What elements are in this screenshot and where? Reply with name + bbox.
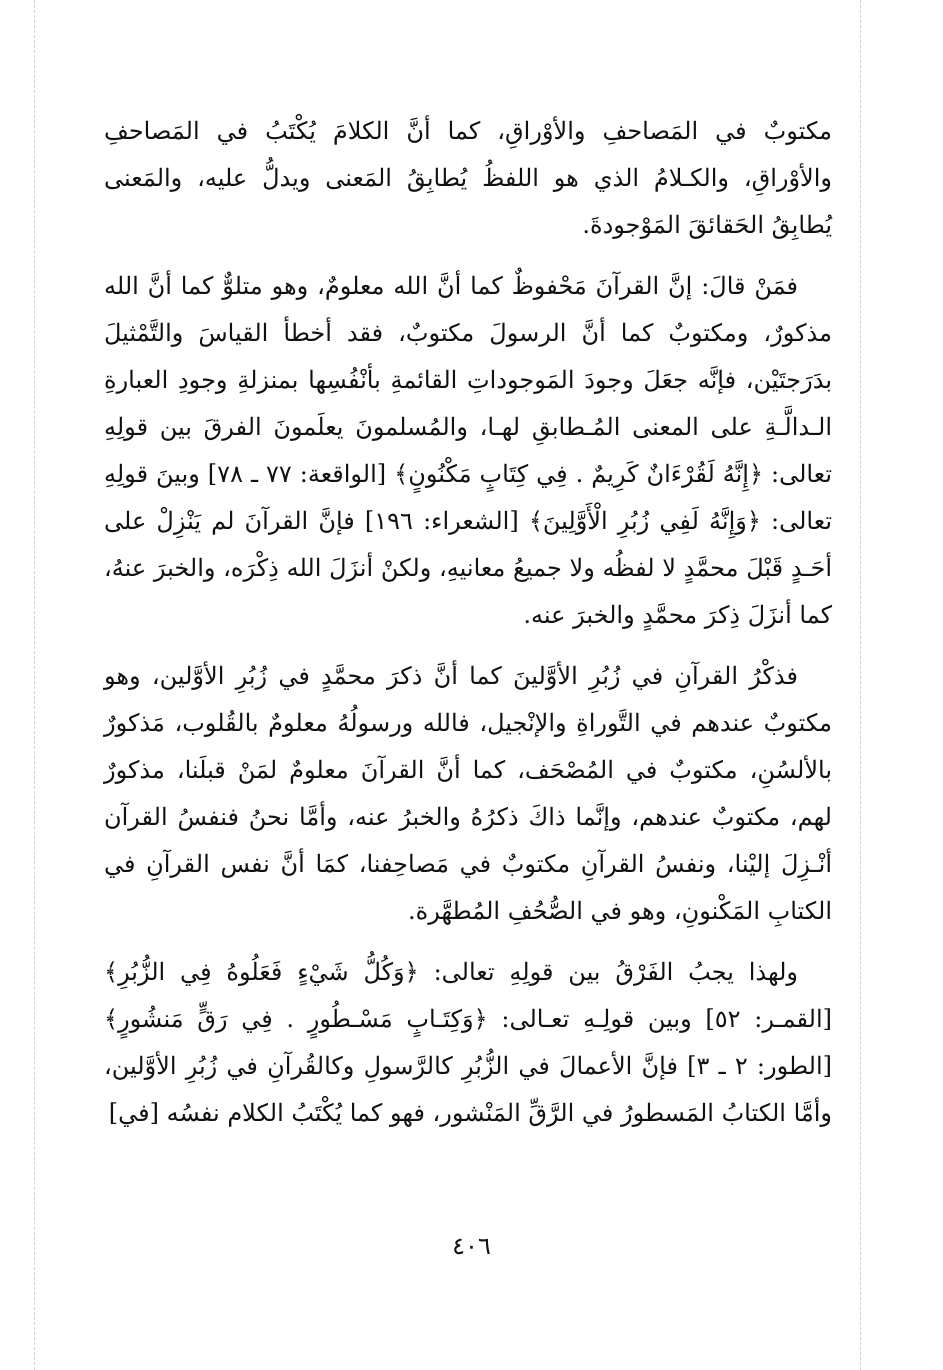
- left-margin-guide: [34, 0, 35, 1370]
- page-number: ٤٠٦: [452, 1232, 491, 1260]
- paragraph-1: مكتوبٌ في المَصاحفِ والأوْراقِ، كما أنَّ الكلامَ يُكْتَبُ في المَصاحفِ والأوْراقِ، والكـلامُ الذي هو اللفظُ يُطابِقُ المَعنى ويدلُّ عليه، والمَعنى يُطابِقُ الحَقائقَ المَوْجودةَ.: [104, 117, 832, 239]
- paragraph-3: فذكْرُ القرآنِ في زُبُرِ الأوَّلينَ كما أنَّ ذكرَ محمَّدٍ في زُبُرِ الأوَّلين، وهو مكتوبٌ عندهم في التَّوراةِ والإنْجيل، فالله ورسولُهُ معلومٌ بالقُلوب، مَذكورٌ بالألسُنِ، مكتوبٌ في المُصْحَف، كما أنَّ القرآنَ معلومٌ لمَنْ قبلَنا، مذكورٌ لهم، مكتوبٌ عندهم، وإنَّما ذاكَ ذكرُهُ والخبرُ عنه، وأمَّا نحنُ فنفسُ القرآن أنْـزِلَ إليْنا، ونفسُ القرآنِ مكتوبٌ في مَصاحِفنا، كمَا أنَّ نفس القرآنِ في الكتابِ المَكْنونِ، وهو في الصُّحُفِ المُطهَّرة.: [104, 662, 832, 925]
- paragraph-2: فمَنْ قالَ: إنَّ القرآنَ مَحْفوظٌ كما أنَّ الله معلومٌ، وهو متلوٌّ كما أنَّ الله مذكورٌ، ومكتوبٌ كما أنَّ الرسولَ مكتوبٌ، فقد أخطأ القياسَ والتَّمْثيلَ بدَرَجتَيْن، فإنَّه جعَلَ وجودَ المَوجوداتِ القائمةِ بأنْفُسِها بمنزلةِ وجودِ العبارةِ الـدالَّـةِ على المعنى المُـطابقِ لهـا، والمُسلمونَ يعلَمونَ الفرقَ بين قولِهِ تعالى: ﴿إِنَّهُ لَقُرْءَانٌ كَرِيمٌ . فِي كِتَابٍ مَكْنُونٍ﴾ [الواقعة: ٧٧ ـ ٧٨] وبينَ قولِهِ تعالى: ﴿وَإِنَّهُ لَفِي زُبُرِ الْأَوَّلِينَ﴾ [الشعراء: ١٩٦] فإنَّ القرآنَ لم يَنْزِلْ على أحَـدٍ قَبْلَ محمَّدٍ لا لفظُه ولا جميعُ معانيهِ، ولكنْ أنزَلَ الله ذِكْرَه، والخبرَ عنهُ، كما أنزَلَ ذِكرَ محمَّدٍ والخبرَ عنه.: [104, 272, 832, 629]
- body-text: [104, 108, 832, 1137]
- right-margin-guide: [860, 0, 861, 1370]
- paragraph-4: ولهذا يجبُ الفَرْقُ بين قولِهِ تعالى: ﴿وَكُلُّ شَيْءٍ فَعَلُوهُ فِي الزُّبُرِ﴾ [القمـر: ٥٢] وبين قولِـهِ تعـالى: ﴿وَكِتَـابٍ مَسْـطُورٍ . فِي رَقٍّ مَنشُورٍ﴾ [الطور: ٢ ـ ٣] فإنَّ الأعمالَ في الزُّبُرِ كالرَّسولِ وكالقُرآنِ في زُبُرِ الأوَّلين، وأمَّا الكتابُ المَسطورُ في الرَّقِّ المَنْشور، فهو كما يُكْتَبُ الكلام نفسُه [في]: [104, 958, 833, 1127]
